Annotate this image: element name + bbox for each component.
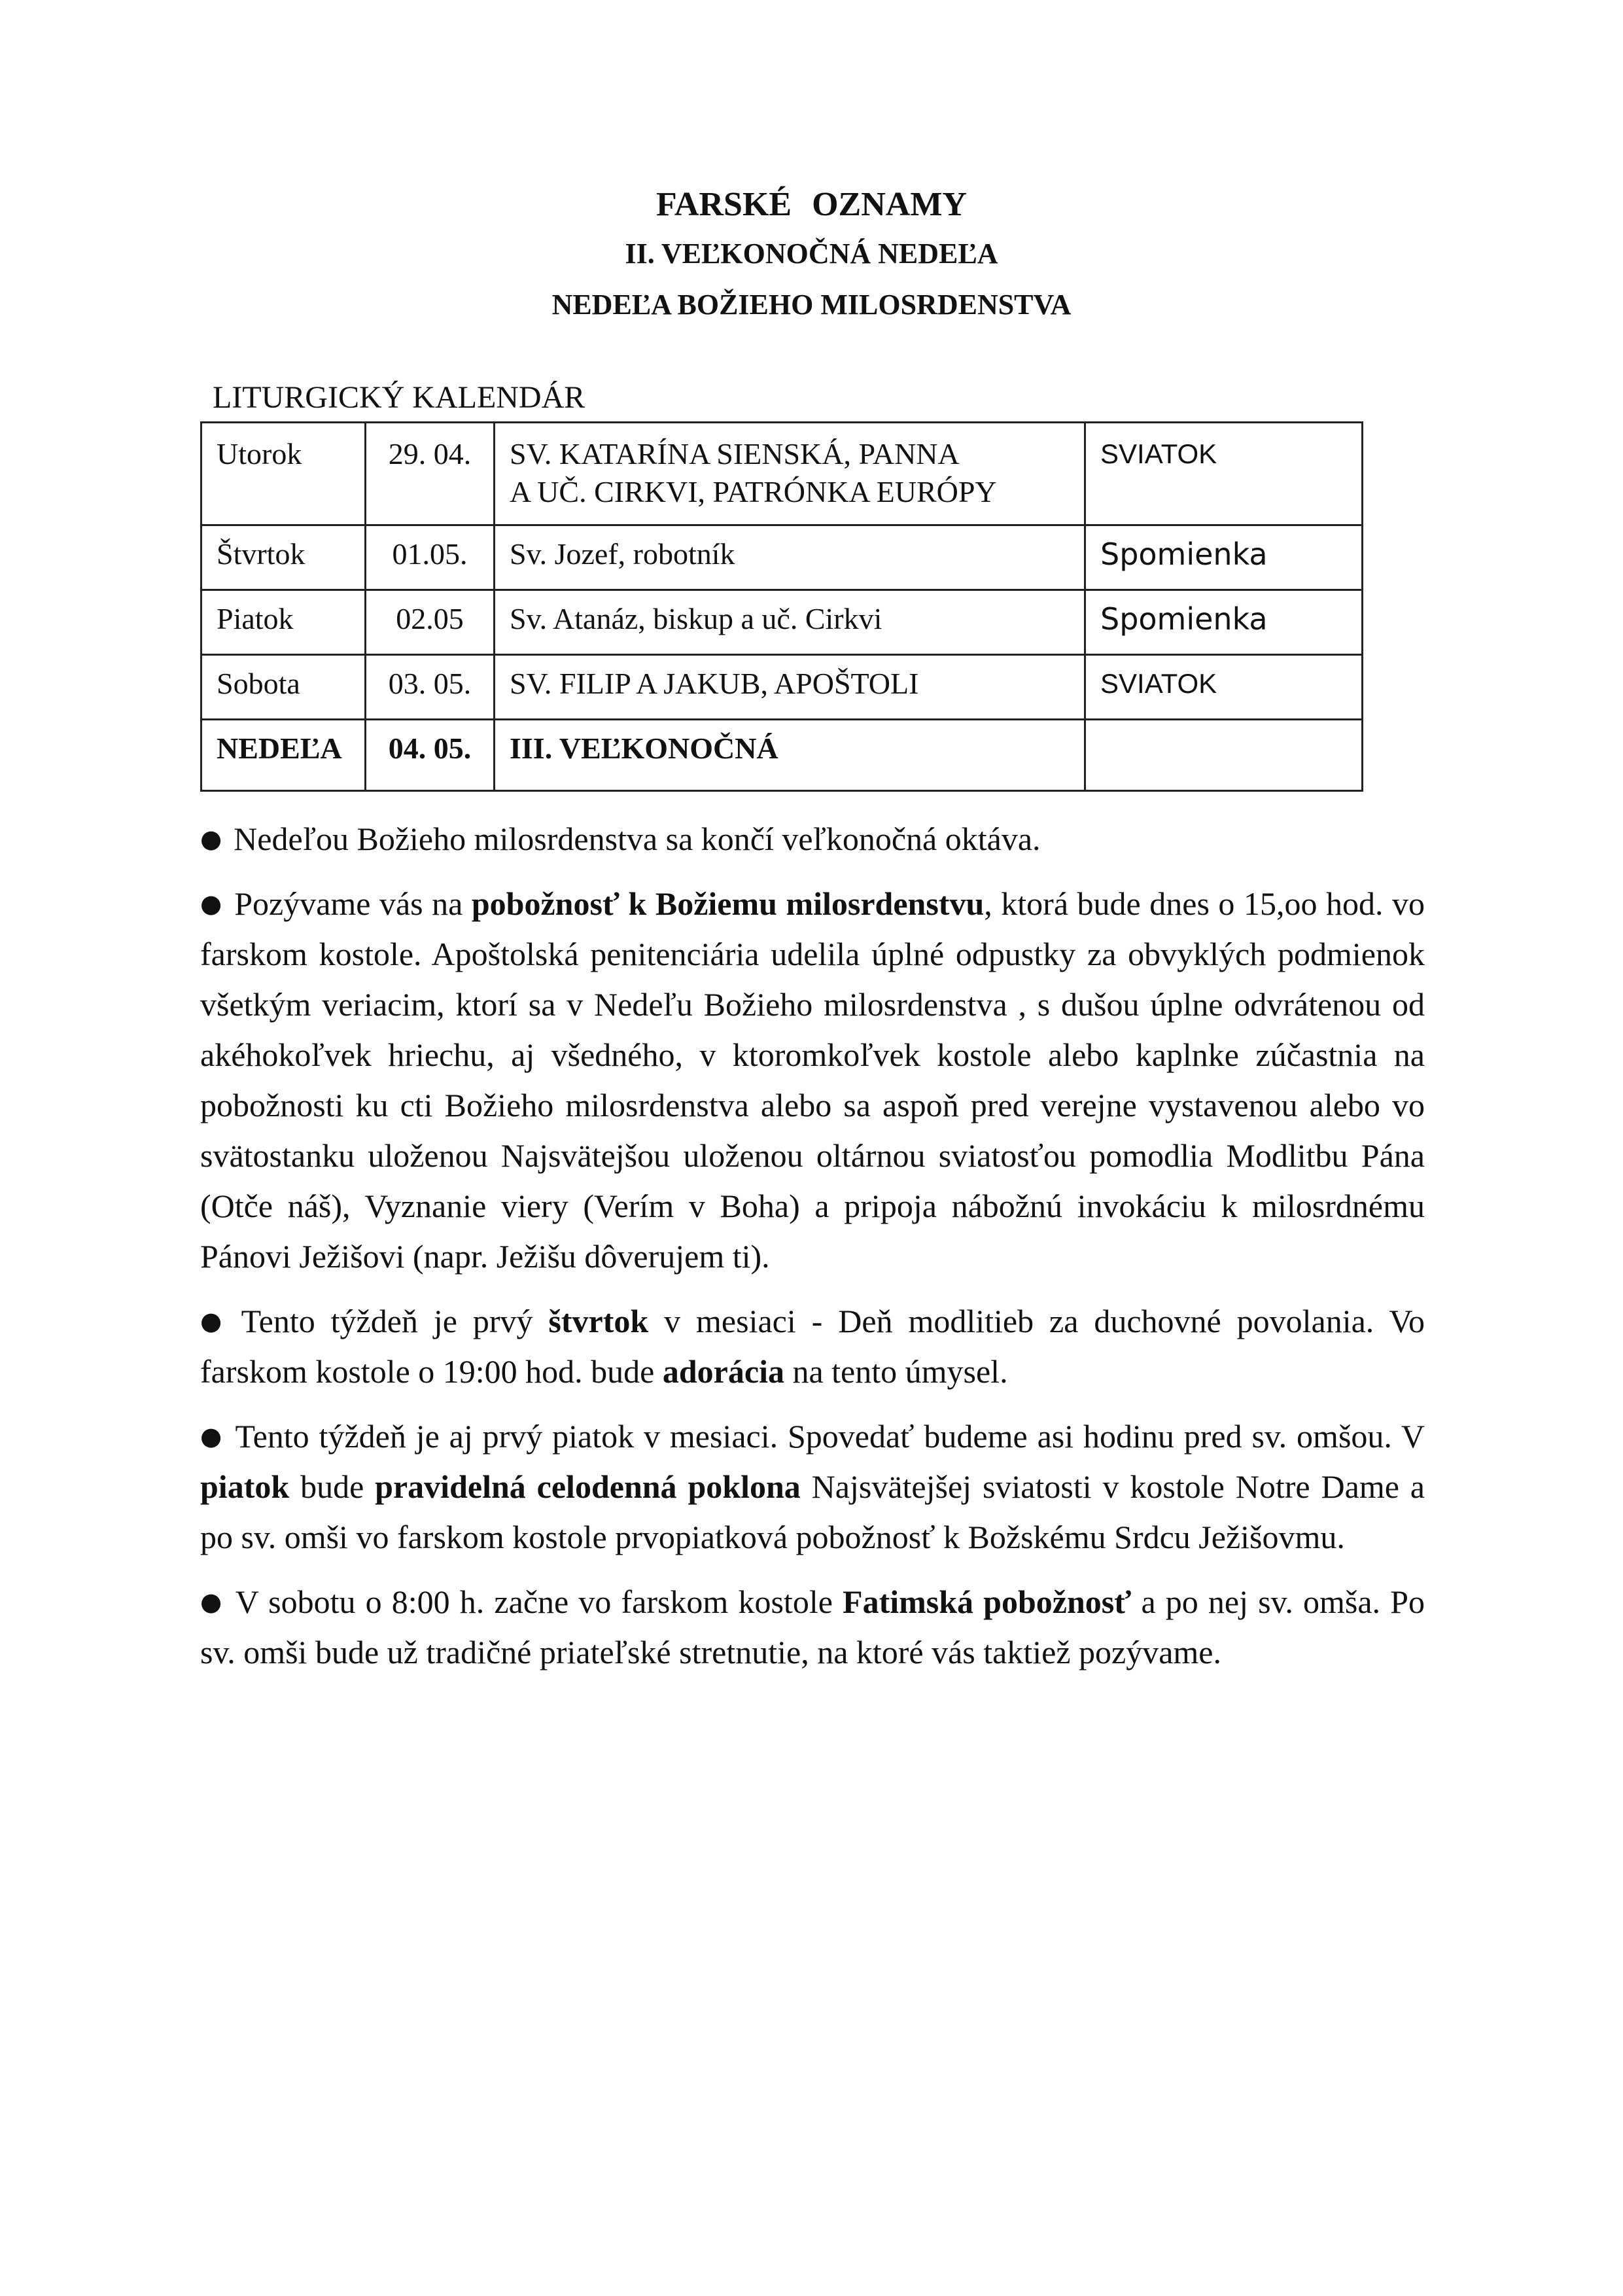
day-cell: Utorok (201, 423, 366, 525)
day-cell: Piatok (201, 590, 366, 655)
feast-name-cell: III. VEĽKONOČNÁ (495, 720, 1085, 791)
calendar-heading: LITURGICKÝ KALENDÁR (213, 380, 585, 415)
day-cell: Štvrtok (201, 525, 366, 590)
announcement-item (200, 879, 1425, 1282)
feast-name-cell (495, 423, 1085, 525)
announcement-emphasis: adorácia (662, 1353, 784, 1390)
table-row (201, 720, 1363, 791)
feast-name-line-2: A UČ. CIRKVI, PATRÓNKA EURÓPY (510, 475, 997, 508)
announcement-text: v mesiaci - Deň modlitieb za duchovné povolania. Vo farskom kostole o 19:00 hod. bude (200, 1303, 1425, 1390)
table-row (201, 525, 1363, 590)
announcement-emphasis: pobožnosť k Božiemu milosrdenstvu (471, 885, 985, 922)
announcement-text: Tento týždeň je aj prvý piatok v mesiaci. Spovedať budeme asi hodinu pred sv. omšou. V (235, 1418, 1425, 1455)
announcement-text: Pozývame vás na (234, 885, 472, 922)
announcement-item (200, 1577, 1425, 1678)
liturgical-calendar-table (200, 421, 1363, 792)
bullet-icon: ● (200, 1307, 230, 1335)
rank-cell: Spomienka (1085, 590, 1363, 655)
feast-name-cell: Sv. Jozef, robotník (495, 525, 1085, 590)
announcement-item (200, 814, 1425, 864)
rank-cell: SVIATOK (1085, 655, 1363, 720)
page-subtitle-divine-mercy: NEDEĽA BOŽIEHO MILOSRDENSTVA (551, 289, 1072, 321)
rank-cell (1085, 720, 1363, 791)
announcements-list (200, 814, 1425, 1692)
announcement-emphasis: štvrtok (548, 1303, 649, 1339)
announcement-text: a po nej sv. omša. Po sv. omši bude už tradičné priateľské stretnutie, na ktoré vás taktiež pozývame. (200, 1583, 1425, 1670)
table-row (201, 655, 1363, 720)
announcement-text: Tento týždeň je prvý (241, 1303, 549, 1339)
date-cell: 03. 05. (366, 655, 495, 720)
date-cell: 01.05. (366, 525, 495, 590)
day-cell: NEDEĽA (201, 720, 366, 791)
feast-name-line-1: SV. KATARÍNA SIENSKÁ, PANNA (510, 437, 960, 470)
bullet-icon: ● (200, 889, 223, 918)
date-cell: 04. 05. (366, 720, 495, 791)
date-cell: 29. 04. (366, 423, 495, 525)
day-cell: Sobota (201, 655, 366, 720)
bullet-icon: ● (200, 1587, 224, 1616)
page-subtitle-easter-sunday: II. VEĽKONOČNÁ NEDEĽA (625, 238, 998, 270)
bullet-icon: ● (200, 824, 222, 853)
announcement-text: Nedeľou Božieho milosrdenstva sa končí veľkonočná oktáva. (234, 821, 1041, 857)
announcement-text: bude (289, 1468, 375, 1505)
announcement-emphasis: piatok (200, 1468, 290, 1505)
announcement-text: Najsvätejšej sviatosti v kostole Notre Dame a po sv. omši vo farskom kostole prvopiatková pobožnosť k Božskému Srdcu Ježišovmu. (200, 1468, 1425, 1555)
announcement-text: , ktorá bude dnes o 15,oo hod. vo farskom kostole. Apoštolská penitenciária udelila úplné odpustky za obvyklých podmienok všetkým veriacim, ktorí sa v Nedeľu Božieho milosrdenstva , s dušou úplne odvrátenou od akéhokoľvek hriechu, aj všedného, v ktoromkoľvek kostole alebo kaplnke zúčastnia na pobožnosti ku cti Božieho milosrdenstva alebo sa aspoň pred verejne vystavenou alebo vo svätostanku uloženou Najsvätejšou uloženou oltárnou sviatosťou pomodlia Modlitbu Pána (Otče náš), Vyznanie viery (Verím v Boha) a pripoja nábožnú invokáciu k milosrdnému Pánovi Ježišovi (napr. Ježišu dôverujem ti). (200, 885, 1425, 1275)
rank-cell: Spomienka (1085, 525, 1363, 590)
page-title: FARSKÉ OZNAMY (656, 186, 967, 223)
feast-name-cell: SV. FILIP A JAKUB, APOŠTOLI (495, 655, 1085, 720)
bullet-icon: ● (200, 1422, 224, 1451)
table-row (201, 423, 1363, 525)
date-cell: 02.05 (366, 590, 495, 655)
announcement-text: V sobotu o 8:00 h. začne vo farskom kostole (235, 1583, 843, 1620)
announcement-text: na tento úmysel. (784, 1353, 1008, 1390)
announcement-emphasis: pravidelná celodenná poklona (375, 1468, 801, 1505)
announcement-item (200, 1411, 1425, 1563)
announcement-emphasis: Fatimská pobožnosť (843, 1583, 1132, 1620)
announcement-item (200, 1296, 1425, 1397)
table-row (201, 590, 1363, 655)
rank-cell: SVIATOK (1085, 423, 1363, 525)
feast-name-cell: Sv. Atanáz, biskup a uč. Cirkvi (495, 590, 1085, 655)
